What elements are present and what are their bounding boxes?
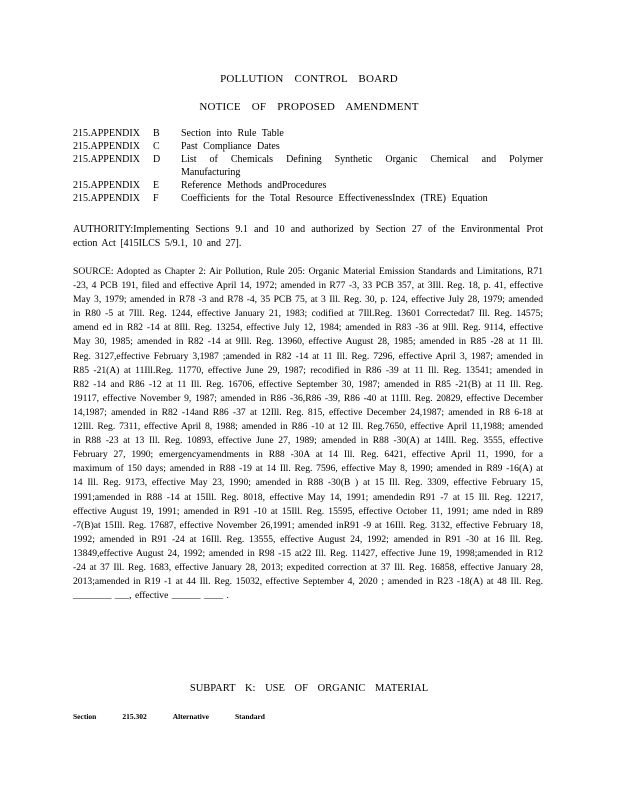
appendix-row [73,140,543,153]
appendix-row [73,127,543,140]
appendix-row [73,192,543,205]
section-heading [73,712,265,721]
section-number: 215.302 [122,712,147,721]
appendix-list [73,127,543,205]
appendix-letter: D [153,154,161,165]
appendix-title: List of Chemicals Defining Synthetic Organic Chemical and Polymer Manufacturing [181,154,543,178]
appendix-title: Reference Methods andProcedures [181,180,327,191]
appendix-number: 215.APPENDIX [73,154,140,165]
appendix-letter: B [153,128,160,139]
subpart-heading: SUBPART K: USE OF ORGANIC MATERIAL [189,683,429,694]
appendix-number: 215.APPENDIX [73,128,140,139]
section-word-standard: Standard [234,712,265,721]
appendix-letter: F [153,193,159,204]
appendix-title: Coefficients for the Total Resource EffectivenessIndex (TRE) Equation [181,193,488,204]
appendix-letter: E [153,180,160,191]
appendix-number: 215.APPENDIX [73,180,140,191]
notice-title: NOTICE OF PROPOSED AMENDMENT [199,101,419,113]
section-label: Section [73,712,97,721]
appendix-letter: C [153,141,160,152]
appendix-row [73,153,543,179]
authority-paragraph: AUTHORITY:Implementing Sections 9.1 and 10 and authorized by Section 27 of the Environmental Prot ection Act [415ILCS 5/9.1, 10 and 27]. [73,224,543,249]
appendix-row [73,179,543,192]
source-paragraph: SOURCE: Adopted as Chapter 2: Air Pollution, Rule 205: Organic Material Emission Standards and Limitations, R71 -23, 4 PCB 191, filed and effective April 14, 1972; amended in R77 -3, 33 PCB 357, at 3Ill. Reg. 18, p. 41, effective May 3, 1979; amended in R78 -3 and R78 -4, 35 PCB 75, at 3 Ill. Reg. 30, p. 124, effective July 28, 1979; amended in R80 -5 at 7Ill. Reg. 1244, effective January 21, 1983; codified at 7Ill.Reg. 13601 Correctedat7 Ill. Reg. 14575; amend ed in R82 -14 at 8Ill. Reg. 13254, effective July 12, 1984; amended in R83 -36 at 9Ill. Reg. 9114, effective May 30, 1985; amended in R82 -14 at 9Ill. Reg. 13960, effective August 28, 1985; amended in R85 -28 at 11 Ill. Reg. 3127,effective February 3,1987 ;amended in R82 -14 at 11 Ill. Reg. 7296, effective April 3, 1987; amended in R85 -21(A) at 11Ill.Reg. 11770, effective June 29, 1987; recodified in R86 -39 at 11 Ill. Reg. 13541; amended in R82 -14 and R86 -12 at 11 Ill. Reg. 16706, effective September 30, 1987; amended in R85 -21(B) at 11 Ill. Reg. 19117, effective November 9, 1987; amended in R86 -36,R86 -39, R86 -40 at 11Ill. Reg. 20829, effective December 14,1987; amended in R82 -14and R86 -37 at 12Ill. Reg. 815, effective December 24,1987; amended in R8 6-18 at 12Ill. Reg. 7311, effective April 8, 1988; amended in R86 -10 at 12 Ill. Reg.7650, effective April 11,1988; amended in R88 -23 at 13 Ill. Reg. 10893, effective June 27, 1989; amended in R88 -30(A) at 14Ill. Reg. 3555, effective February 27, 1990; emergencyamendments in R88 -30A at 14 Ill. Reg. 6421, effective April 11, 1990, for a maximum of 150 days; amended in R88 -19 at 14 Ill. Reg. 7596, effective May 8, 1990; amended in R89 -16(A) at 14 Ill. Reg. 9173, effective May 23, 1990; amended in R88 -30(B ) at 15 Ill. Reg. 3309, effective February 15, 1991;amended in R88 -14 at 15Ill. Reg. 8018, effective May 14, 1991; amendedin R91 -7 at 15 Ill. Reg. 12217, effective August 19, 1991; amended in R91 -10 at 15Ill. Reg. 15595, effective October 11, 1991; ame nded in R89 -7(B)at 15Ill. Reg. 17687, effective November 26,1991; amended inR91 -9 at 16Ill. Reg. 3132, effective February 18, 1992; amended in R91 -24 at 16Ill. Reg. 13555, effective August 24, 1992; amended in R91 -30 at 16 Ill. Reg. 13849,effective August 24, 1992; amended in R98 -15 at22 Ill. Reg. 11427, effective June 19, 1998;amended in R12 -24 at 37 Ill. Reg. 1683, effective January 28, 2013; expedited correction at 37 Ill. Reg. 16858, effective January 28, 2013;amended in R19 -1 at 44 Ill. Reg. 15032, effective September 4, 2020 ; amended in R23 -18(A) at 48 Ill. Reg. ________ ___, effective ______ ____ . [73,266,543,602]
appendix-number: 215.APPENDIX [73,193,140,204]
appendix-title: Past Compliance Dates [181,141,280,152]
appendix-title: Section into Rule Table [181,128,284,139]
board-title: POLLUTION CONTROL BOARD [220,73,398,85]
appendix-number: 215.APPENDIX [73,141,140,152]
section-word-alternative: Alternative [172,712,209,721]
